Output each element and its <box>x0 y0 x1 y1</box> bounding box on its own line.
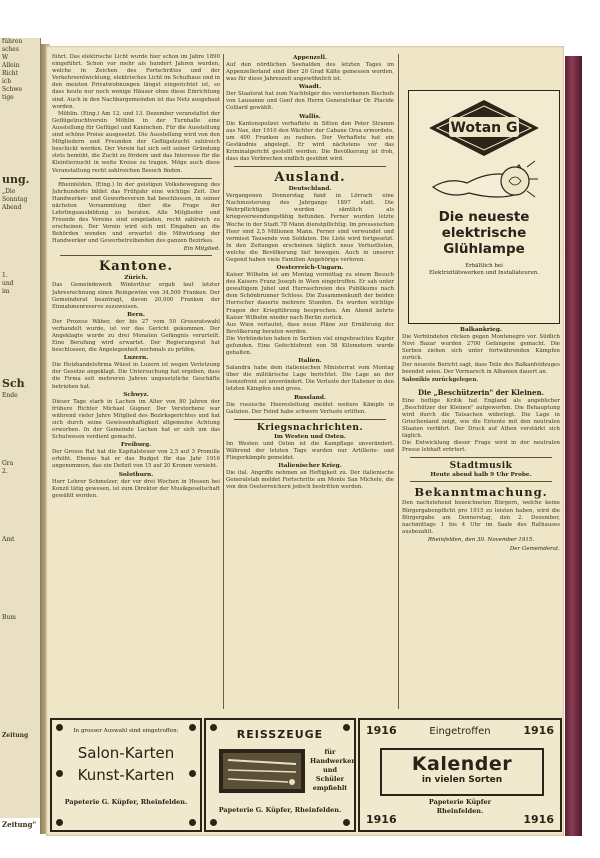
wotan-small-print <box>409 263 559 277</box>
divider <box>234 166 386 167</box>
firm-line: Rheinfelden. <box>436 807 484 815</box>
subheading: Schwyz. <box>123 391 149 398</box>
side-line: Handwerker <box>310 757 355 765</box>
prev-fragment: W <box>2 54 9 61</box>
reisszeuge-side-text <box>310 748 355 793</box>
prev-fragment: Zeitung <box>2 732 29 739</box>
subheading: Italien. <box>298 358 322 365</box>
kunst-line: Kunst-Karten <box>77 766 175 784</box>
subheading: Waadt. <box>298 84 322 91</box>
divider <box>60 178 212 179</box>
prev-fragment: tige <box>2 94 14 101</box>
kalender-box <box>380 748 544 796</box>
advert-salon-karten <box>50 718 202 832</box>
wotan-headline-line: elektrische <box>441 225 527 241</box>
article-text: Vergangenen Donnerstag fand in Lörrach eine Nachmusterung des Jahrgangs 1897 statt. Die Wehrpflichtigen wurden sämtlich als kriegsverwendungsfähig befunden. Ferner wurden letzte Woche in der Stadt 78 Mann dienstpflichtig. Im preussischen Heer sind 2,5 Millionen Mann. Ferner sind verwundet und vermisst Tausende von Soldaten. Die Liste wird fortgesetzt. In den Zeitungen erscheinen täglich neue Verlustlisten, welche die Bevölkerung tief bewegen. Auch in unserer Gegend haben viele Familien Angehörige verloren. <box>226 193 394 263</box>
footer-fragment: Zeitung" <box>2 820 37 829</box>
advert-reisszeuge <box>204 718 356 832</box>
wotan-small-line: Erhältlich bei <box>465 263 503 269</box>
prev-fragment: Allein <box>2 62 20 69</box>
wotan-brand-text: Wotan G <box>450 120 518 136</box>
section-heading-krieg: Kriegsnachrichten. <box>256 422 364 433</box>
stadtmusik-heading: Stadtmusik <box>449 461 513 472</box>
prev-fragment: Ende <box>2 392 18 399</box>
article-text: Der Staatsrat hat zum Nachfolger des verstorbenen Bischofs von Lausanne und Genf den Herrn Generalvikar Dr. Placide Colliard gewählt. <box>226 91 394 112</box>
subheading: Appenzell. <box>293 55 327 61</box>
wotan-small-line: Elektrizitätswerken und Installateuren. <box>429 270 539 276</box>
reisszeuge-title: REISSZEUGE <box>236 728 324 741</box>
subheading: Luzern. <box>123 355 149 362</box>
wotan-diamond-logo <box>427 99 541 157</box>
prev-fragment: führen <box>2 38 23 45</box>
year-label: 1916 <box>366 813 397 826</box>
prev-fragment: Gra <box>2 460 14 467</box>
kalender-title: Kalender <box>411 753 513 775</box>
article-text: Der Grosse Rat hat die Kapitalsteuer von 2,5 auf 3 Promille erhöht. Ebenso hat er das Budget für das Jahr 1916 angenommen, das ein Defizit von 15 auf 20 Kronen vorsieht. <box>52 449 220 470</box>
prev-heading: Sch <box>2 377 25 390</box>
subheading: Solothurn. <box>118 471 154 478</box>
side-line: empfiehlt <box>312 784 348 792</box>
article-text: Die Verbündeten rücken gegen Montenegro vor. Südlich Novi Bazar wurden 2700 Gefangene gemacht. Die Serben ziehen sich unter fortwährenden Kämpfen zurück. <box>402 334 560 362</box>
wotan-headline <box>409 209 559 257</box>
book-spine <box>565 56 582 836</box>
section-heading-kleinen: Die „Beschützerin" der Kleinen. <box>418 387 544 397</box>
article-text: Rheinfelden. (Eing.) In der geistigen Volksbewegung des Jahrhunderts bildet das Frühjahr eine wichtige Zeit. Der Handwerker- und Gewerbeverein hat beschlossen, in seiner nächsten Versammlung über die Frage der Lehrlingsausbildung zu beraten. Alle Mitglieder und Freunde des Vereins sind eingeladen, recht zahlreich zu erscheinen. Der Verein wird sich mit Eingaben an die Behörden wenden und erwartet die Mitwirkung der Handwerker und Gewerbetreibenden des ganzen Bezirkes. <box>52 181 220 245</box>
prev-fragment: Sonntag <box>2 196 28 203</box>
subheading: Bern. <box>127 311 145 318</box>
advert-wotan-lamp <box>408 90 560 324</box>
prev-fragment: Richt <box>2 70 19 77</box>
article-text: Herr Lehrer Schmelzer, der vor drei Wochen in Hessen bei Konzil tätig gewesen, ist zum Direktor der Musikgesellschaft gewählt worden. <box>52 478 220 499</box>
divider <box>410 481 552 482</box>
newspaper-page <box>46 46 564 836</box>
kalender-firm <box>360 798 560 816</box>
drawing-set-icon <box>218 748 306 794</box>
notice-signature: Der Gemeinderat. <box>509 545 560 552</box>
lightbulb-icon <box>429 157 539 207</box>
salon-firm: Papeterie G. Küpfer, Rheinfelden. <box>64 798 188 806</box>
article-text: Den nachstehend bezeichneten Bürgern, welche keine Bürgergabenpflicht pro 1915 zu leisten haben, wird die Bürgergabe am Donnerstag, den 2. Dezember, nachmittags 1 bis 4 Uhr im Saale des Rathauses ausbezahlt. <box>402 500 560 535</box>
year-label: 1916 <box>523 813 554 826</box>
salon-intro: In grosser Auswahl sind eingetroffen: <box>73 728 179 734</box>
section-heading-kantone: Kantone. <box>98 259 174 275</box>
column-rule <box>398 54 399 709</box>
prev-fragment: 1. <box>2 272 8 279</box>
subheading: Im Westen und Osten. <box>274 433 346 440</box>
subheading: Balkankrieg. <box>460 327 502 333</box>
prev-fragment: Bum <box>2 614 16 621</box>
prev-fragment: 2. <box>2 468 8 475</box>
subheading: Italienischer Krieg. <box>278 463 342 470</box>
article-text: Die Holzhandelsfirma Wüest in Luzern ist wegen Verletzung der Gesetze angeklagt. Die Untersuchung hat ergeben, dass die Firma seit mehreren Jahren ungesetzliche Geschäfte betrieben hat. <box>52 362 220 390</box>
year-label: 1916 <box>523 724 554 737</box>
kalender-subtitle: in vielen Sorten <box>421 775 503 785</box>
subheading: Freiburg. <box>120 442 152 449</box>
article-text: Kaiser Wilhelm ist am Montag vormittag zu einem Besuch des Kaisers Franz Joseph in Wien eingetroffen. Er sah unter gewaltigem Jubel und Hurraschreien des Publikums nach dem Schönbrunner Schloss. Die Zusammenkunft der beiden Herrscher dauerte mehrere Stunden. Es wurden wichtige Fragen der Kriegführung besprochen. Am Abend kehrte Kaiser Wilhelm wieder nach Berlin zurück. <box>226 272 394 321</box>
article-text: Der neueste Bericht sagt, dass Teile des Balkanfeldzuges beendet seien. Der Vormarsch in Albanien dauert an. <box>402 362 560 376</box>
prev-fragment: und <box>2 280 14 287</box>
year-label: 1916 <box>366 724 397 737</box>
eingetroffen-label: Eingetroffen <box>429 726 491 737</box>
side-line: und <box>323 766 337 774</box>
prev-fragment: im <box>2 288 10 295</box>
prev-fragment: sches <box>2 46 19 53</box>
column-2 <box>226 54 394 709</box>
article-text: Salandra habe dem italienischen Ministerrat vom Montag über die militärische Lage berichtet. Die Lage an der Isonzofront sei unverändert. Die Verluste der Italiener in den letzten Kämpfen sind gross. <box>226 365 394 393</box>
prev-fragment: Abend <box>2 204 22 211</box>
article-text: Auf den nördlichen Seehalden des letzten Tages im Appenzellerland sind über 20 Grad Kälte gemessen worden, was für diese Jahreszeit ungewöhnlich ist. <box>226 62 394 83</box>
wotan-headline-line: Die neueste <box>438 209 530 225</box>
wotan-headline-line: Glühlampe <box>443 241 525 257</box>
prev-fragment: ich <box>2 78 12 85</box>
article-text: Eine heftige Kritik hat England als angeblicher „Beschützer der Kleinen" aufgeworfen. Die Behauptung wird durch die Tatsachen widerlegt. Die Lage in Griechenland zeigt, wie die Entente mit den neutralen Staaten verfährt. Der Druck auf Athen verstärkt sich täglich. <box>402 397 560 440</box>
article-text: Die ital. Angriffe nehmen an Heftigkeit zu. Der italienische Generalstab meldet Fortschritte am Monte San Michele, die von den Oesterreichern jedoch bestritten werden. <box>226 470 394 491</box>
column-rule <box>223 54 224 709</box>
divider <box>410 457 552 458</box>
subheading: Deutschland. <box>288 186 332 193</box>
salon-line: Salon-Karten <box>77 744 175 762</box>
article-text: Die Verbündeten haben in Serbien viel eingebrachtes Kupfer gefunden. Eine Gefechtsfront von 58 Kilometern wurde gehalten. <box>226 335 394 357</box>
subheading: Russland. <box>294 394 326 401</box>
section-heading-ausland: Ausland. <box>274 170 346 186</box>
divider <box>60 255 212 256</box>
side-line: Schüler <box>315 775 345 783</box>
article-text: Im Westen und Osten ist die Kampflage unverändert. Während der letzten Tage wurden nur Artillerie- und Fliegerkämpfe gemeldet. <box>226 440 394 461</box>
prev-heading: ung. <box>2 173 30 186</box>
article-text: Die Entwicklung dieser Frage wird in der neutralen Presse lebhaft erörtert. <box>402 440 560 454</box>
article-text: Möhlin. (Eing.) Am 12. und 13. Dezember veranstaltet der Geflügelzuchtverein Möhlin in der Turnhalle eine Ausstellung für Geflügel und Kaninchen. Für die Ausstellung sind schöne Preise ausgesetzt. Die Ausstellung wird von den Mitgliedern und Freunden der Geflügelzucht zahlreich beschickt werden. Der Verein hat sich seit seiner Gründung stets bemüht, die Zucht zu fördern und das Interesse für die Kleintierzucht in weite Kreise zu tragen. Möge auch diese Veranstaltung recht zahlreichen Besuch finden. <box>52 110 220 174</box>
prev-fragment: „Die <box>2 188 16 195</box>
article-text: Der Prozess Wäber, der bis 27 vom 50 Grossratswahl verhandelt wurde, ist vor das Gericht gekommen. Der Angeklagte wurde zu drei Monaten Gefängnis verurteilt. Eine Berufung wird erwartet. Der Regierungsrat hat beschlossen, die Angelegenheit nochmals zu prüfen. <box>52 318 220 354</box>
article-text: Die russische Heeresleitung meldet weitere Kämpfe in Galizien. Der Feind habe schwere Verluste erlitten. <box>226 401 394 415</box>
article-text: Salonikis zurückgelegen. <box>402 376 479 383</box>
previous-page-edge <box>0 38 41 818</box>
stadtmusik-notice: Heute abend halb 9 Uhr Probe. <box>430 472 532 479</box>
signature: Ein Mitglied. <box>183 246 220 253</box>
subheading: Zürich. <box>124 275 148 282</box>
side-line: für <box>324 748 336 756</box>
article-text: Das Gemeindewerk Winterthur ergab laut letzter Jahresrechnung einen Reingewinn von 34,500 Franken. Der Gemeinderat beantragt, davon 20,000 Franken der Einnahmenreserve zuzuweisen. <box>52 282 220 310</box>
subheading: Oesterreich-Ungarn. <box>276 265 344 272</box>
firm-line: Papeterie Küpfer <box>428 798 492 806</box>
bekanntmachung-heading: Bekanntmachung. <box>414 485 548 500</box>
prev-fragment: Amt <box>2 536 15 543</box>
advert-kalender <box>358 718 562 832</box>
article-text: Aus Wien verlautet, dass neue Pläne zur Ernährung der Bevölkerung beraten werden. <box>226 321 394 335</box>
article-text: Dieser Tage starb in Lachen im Alter von 80 Jahren der frühere Richter Michael Gugner. Der Verstorbene war während vieler Jahre Mitglied des Bezirksgerichtes und hat sich durch seine Gewissenhaftigkeit allgemeine Achtung erworben. In der Gemeinde Lachen hat er sich um das Schulwesen verdient gemacht. <box>52 398 220 441</box>
article-text: führt. Das elektrische Licht wurde hier schon im Jahre 1890 eingeführt. Schon vor mehr als hundert Jahren wurden, welche in Zeichen des Fortschrittes und der Verkehrsentwicklung, elektrisches Licht im Schulhaus und in den meisten Privatwohnungen längst eingerichtet ist, so dass heute nur noch wenige Häuser ohne diese Einrichtung sind. Auch in den Nachbargemeinden ist das Netz ausgebaut worden. <box>52 54 220 110</box>
notice-date: Rheinfelden, den 30. November 1915. <box>427 536 535 543</box>
article-text: Die Kantonspolizei verhaftete in Sitten den Peter Stramm aus Nax, der 1910 den Wächter der Cabane Orsa ermordete, um 400 Franken zu rauben. Der Verhaftete hat ein Geständnis abgelegt. Er wird nächstens vor das Kriminalgericht gestellt werden. Die Bevölkerung ist froh, dass das Verbrechen endlich gesühnt wird. <box>226 120 394 163</box>
column-1 <box>52 54 220 709</box>
reisszeuge-firm: Papeterie G. Küpfer, Rheinfelden. <box>218 806 342 814</box>
subheading: Wallis. <box>299 113 321 120</box>
prev-fragment: Schwe <box>2 86 23 93</box>
column-3 <box>402 54 560 709</box>
divider <box>234 419 386 420</box>
